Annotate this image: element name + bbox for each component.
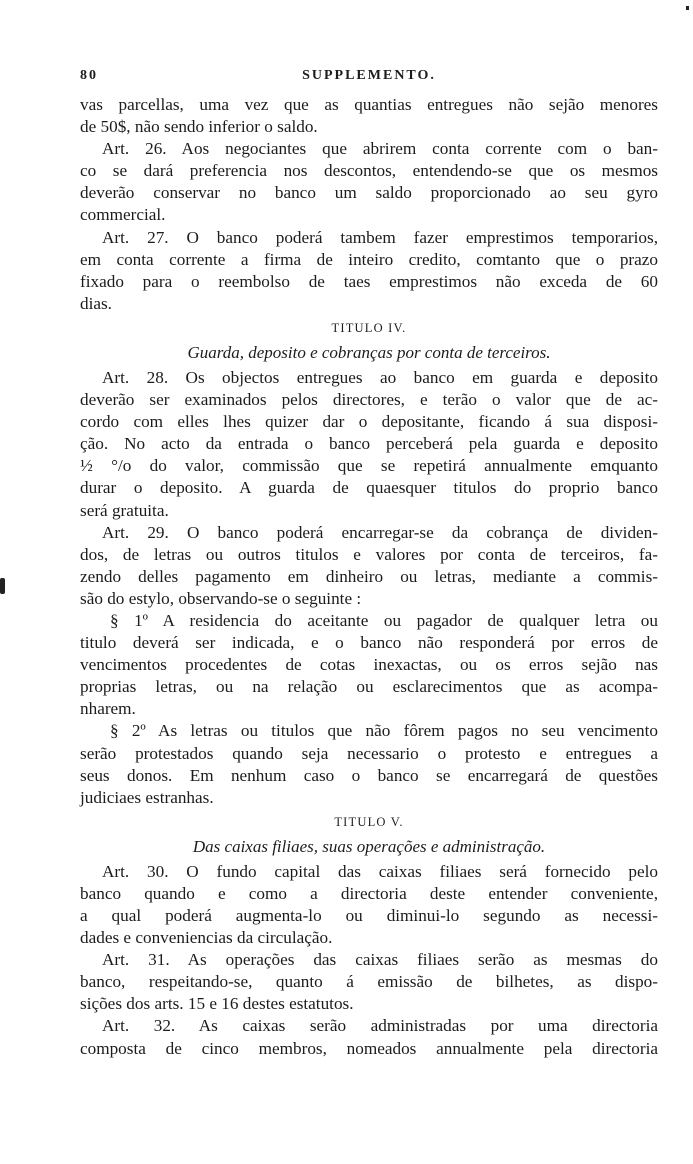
text-line: Art. 26. Aos negociantes que abrirem conta corrente com o ban- (102, 139, 658, 159)
text-line: banco quando e como a directoria deste entender conveniente, (80, 883, 658, 903)
page-number: 80 (80, 68, 98, 83)
text-line: cordo com elles lhes quizer dar o depositante, ficando á sua disposi- (80, 412, 658, 432)
text-line: Art. 31. As operações das caixas filiaes serão as mesmas do (102, 950, 658, 970)
text-line: durar o deposito. A guarda de quaesquer titulos do proprio banco (80, 478, 658, 498)
text-line: co se dará preferencia nos descontos, entendendo-se que os mesmos (80, 161, 658, 181)
text-line: dias. (80, 293, 112, 313)
text-line: dades e conveniencias da circulação. (80, 928, 333, 948)
text-line: ½ °/o do valor, commissão que se repetirá annualmente emquanto (80, 456, 658, 476)
text-line: a qual poderá augmenta-lo ou diminui-lo segundo as necessi- (80, 906, 658, 925)
page-edge-mark (0, 578, 5, 594)
text-line: será gratuita. (80, 500, 169, 520)
text-line: composta de cinco membros, nomeados annualmente pela directoria (80, 1038, 658, 1058)
text-line: são do estylo, observando-se o seguinte : (80, 588, 362, 608)
text-line: ção. No acto da entrada o banco perceberá pela guarda e deposito (80, 434, 658, 454)
text-line: seus donos. Em nenhum caso o banco se encarregará de questões (80, 765, 658, 785)
text-line: deverão conservar no banco um saldo proporcionado ao seu gyro (80, 183, 658, 203)
text-line: deverão ser examinados pelos directores, e terão o valor que de ac- (80, 390, 658, 410)
page-edge-tick (686, 6, 689, 10)
text-line: em conta corrente a firma de inteiro credito, comtanto que o prazo (80, 249, 658, 269)
text-line: Art. 27. O banco poderá tambem fazer emprestimos temporarios, (102, 227, 658, 247)
text-line: Art. 28. Os objectos entregues ao banco em guarda e deposito (102, 367, 658, 387)
text-line: serão protestados quando seja necessario o protesto e entregues a (80, 743, 658, 763)
text-line: judiciaes estranhas. (80, 787, 214, 807)
text-line: vas parcellas, uma vez que as quantias entregues não sejão menores (80, 95, 658, 114)
text-line: Art. 32. As caixas serão administradas por uma directoria (102, 1016, 658, 1036)
text-line: dos, de letras ou outros titulos e valores por conta de terceiros, fa- (80, 544, 658, 564)
text-line: titulo deverá ser indicada, e o banco não responderá por erros de (80, 633, 658, 653)
section-subtitle: Guarda, deposito e cobranças por conta de terceiros. (187, 342, 551, 362)
text-line: zendo delles pagamento em dinheiro ou letras, mediante a commis- (80, 566, 658, 586)
text-line: commercial. (80, 205, 166, 225)
text-line: sições dos arts. 15 e 16 destes estatutos. (80, 994, 354, 1014)
text-line: nharem. (80, 699, 136, 719)
book-page (80, 68, 658, 1060)
page-header (80, 68, 658, 90)
running-head: SUPPLEMENTO. (302, 68, 436, 83)
text-line: fixado para o reembolso de taes emprestimos não exceda de 60 (80, 271, 658, 291)
section-subtitle: Das caixas filiaes, suas operações e administração. (192, 836, 546, 856)
section-title: TITULO IV. (331, 320, 407, 335)
text-line: vencimentos procedentes de cotas inexactas, ou os erros sejão nas (80, 655, 658, 675)
text-line: proprias letras, ou na relação ou esclarecimentos que as acompa- (80, 677, 658, 697)
text-line: banco, respeitando-se, quanto á emissão de bilhetes, as dispo- (80, 972, 658, 992)
text-line: § 2º As letras ou titulos que não fôrem pagos no seu vencimento (110, 721, 658, 741)
text-line: de 50$, não sendo inferior o saldo. (80, 117, 318, 137)
text-line: § 1º A residencia do aceitante ou pagador de qualquer letra ou (110, 610, 658, 630)
text-line: Art. 30. O fundo capital das caixas filiaes será fornecido pelo (102, 861, 658, 881)
section-title: TITULO V. (334, 814, 404, 829)
text-line: Art. 29. O banco poderá encarregar-se da cobrança de dividen- (102, 522, 658, 542)
